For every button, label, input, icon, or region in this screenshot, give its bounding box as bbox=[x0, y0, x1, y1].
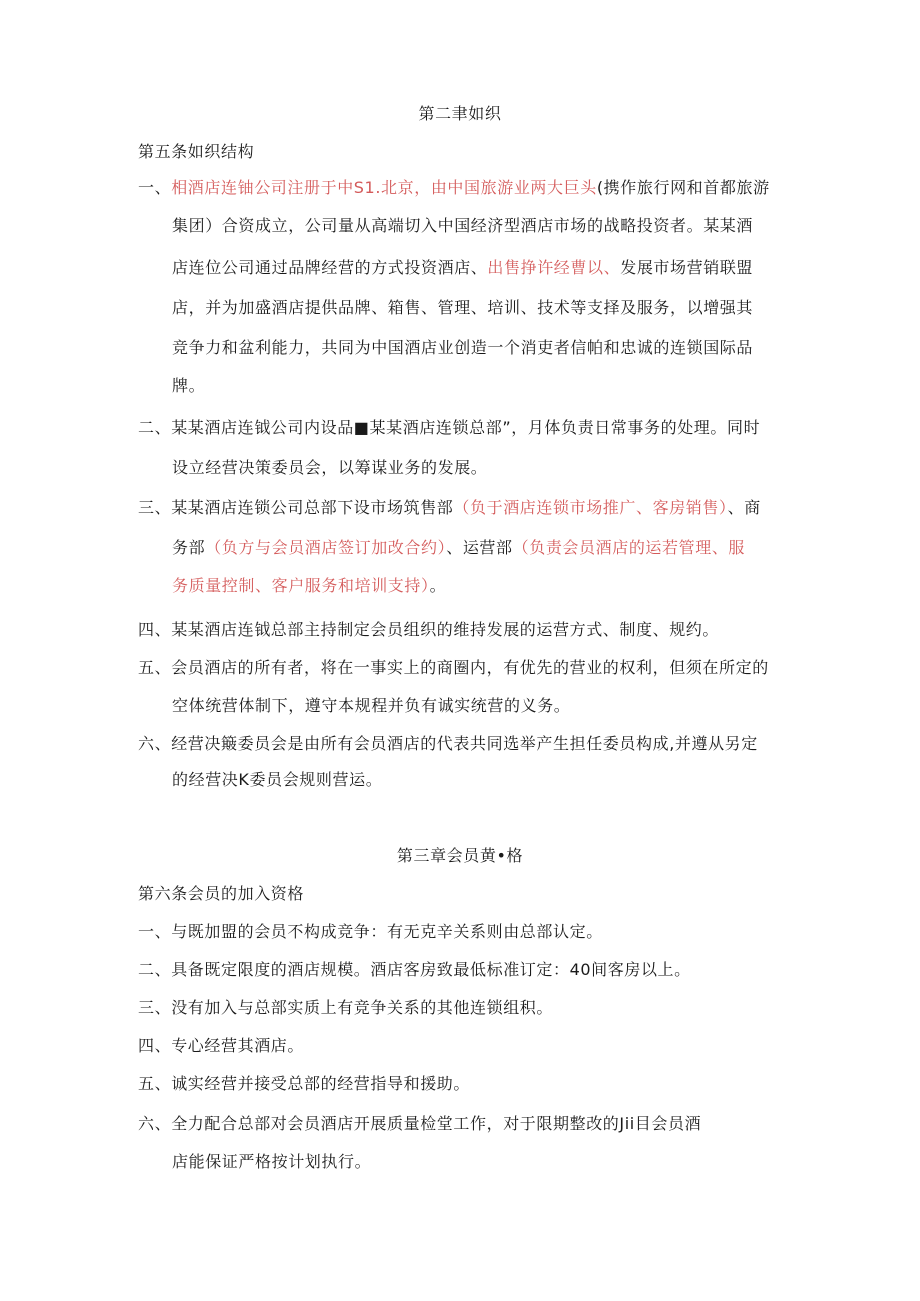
ch2-item1-line2: 集团）合资成立，公司量从高端切入中国经济型酒店市场的战略投资者。某某酒 bbox=[172, 216, 754, 235]
ch2-item1-line3: 店连位公司通过品牌经营的方式投资酒店、出售挣许经曹以、发展市场营销联盟 bbox=[172, 258, 754, 277]
chapter3-article: 第六条会员的加入资格 bbox=[138, 884, 305, 903]
ch2-item3-line1: 三、某某酒店连锁公司总部下设市场筑售部（负于酒店连锁市场推广、客房销售）、商 bbox=[138, 498, 761, 517]
ch3-item2-line1: 二、具备既定限度的酒店规模。酒店客房致最低标准订定：40间客房以上。 bbox=[138, 960, 691, 979]
ch2-item6-line2: 的经营决K委员会规则营运。 bbox=[172, 770, 383, 789]
ch2-item5-line2: 空体统营体制下，遵守本规程并负有诚实统营的义务。 bbox=[172, 696, 571, 715]
ch2-item2-line2: 设立经营决策委员会，以筹谋业务的发展。 bbox=[172, 458, 488, 477]
chapter2-article: 第五条如织结构 bbox=[138, 142, 255, 161]
ch2-item1-line4: 店，并为加盛酒店提供品牌、箱售、管理、培训、技术等支择及服务，以增强其 bbox=[172, 298, 754, 317]
ch3-item3-line1: 三、没有加入与总部实质上有竞争关系的其他连锁组积。 bbox=[138, 998, 554, 1017]
ch2-item1-line5: 竞争力和盆利能力，共同为中国酒店业创造一个消吏者信帕和忠诚的连锁国际品 bbox=[172, 338, 754, 357]
ch2-item5-line1: 五、会员酒店的所有者，将在一事实上的商圈内，有优先的营业的权利，但须在所定的 bbox=[138, 658, 769, 677]
ch2-item2-line1: 二、某某酒店连钺公司内设品■某某酒店连锁总部”，月体负责日常事务的处理。同时 bbox=[138, 418, 761, 437]
ch2-item1-line1: 一、相酒店连铀公司注册于中S1.北京，由中国旅游业两大巨头(携作旅行网和首都旅游 bbox=[138, 178, 770, 197]
ch3-item6-line1: 六、全力配合总部对会员酒店开展质量检堂工作，对于限期整改的Jii目会员酒 bbox=[138, 1114, 702, 1133]
chapter3-title: 第三章会员黄•格 bbox=[396, 846, 524, 865]
ch2-item1-line6: 牌。 bbox=[172, 376, 206, 395]
ch2-item4-line1: 四、某某酒店连钺总部主持制定会员组织的维持发展的运营方式、制度、规约。 bbox=[138, 620, 720, 639]
ch3-item1-line1: 一、与既加盟的会员不构成竞争：有无克辛关系则由总部认定。 bbox=[138, 922, 603, 941]
ch2-item3-line3: 务质量控制、客户服务和培训支持）。 bbox=[172, 576, 447, 595]
chapter2-title: 第二聿如织 bbox=[418, 104, 502, 123]
ch2-item3-line2: 务部（负方与会员酒店签订加改合约）、运营部（负责会员酒店的运若管理、服 bbox=[172, 538, 746, 557]
ch2-item6-line1: 六、经营决簸委员会是由所有会员酒店的代表共同选举产生担任委员构成,并遵从另定 bbox=[138, 734, 758, 753]
ch3-item4-line1: 四、专心经营其酒店。 bbox=[138, 1036, 305, 1055]
ch3-item5-line1: 五、诚实经营并接受总部的经营指导和援助。 bbox=[138, 1074, 471, 1093]
ch3-item6-line2: 店能保证严格按计划执行。 bbox=[172, 1152, 372, 1171]
